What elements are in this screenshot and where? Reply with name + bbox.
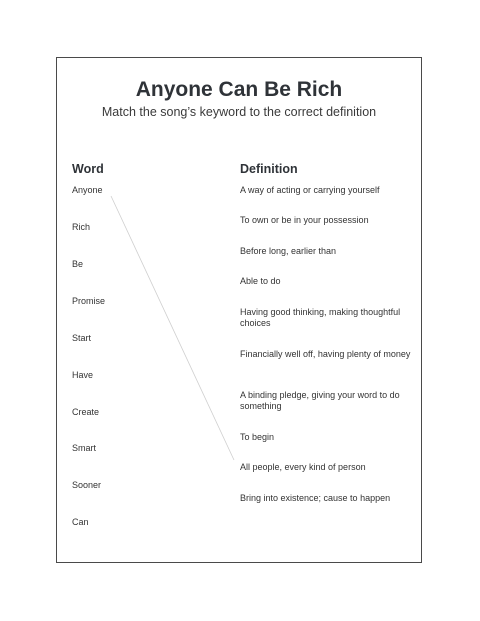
word-item[interactable]: Start bbox=[72, 333, 92, 343]
definition-item[interactable]: To begin bbox=[240, 432, 275, 442]
definition-item[interactable]: A way of acting or carrying yourself bbox=[240, 185, 380, 195]
definition-item[interactable]: Bring into existence; cause to happen bbox=[240, 493, 391, 503]
worksheet-subtitle: Match the song’s keyword to the correct definition bbox=[101, 105, 377, 119]
word-item[interactable]: Rich bbox=[72, 222, 91, 232]
word-item[interactable]: Create bbox=[72, 407, 100, 417]
word-item[interactable]: Sooner bbox=[72, 480, 102, 490]
word-item[interactable]: Can bbox=[72, 517, 89, 527]
word-item[interactable]: Promise bbox=[72, 296, 106, 306]
word-item[interactable]: Have bbox=[72, 370, 94, 380]
worksheet-title: Anyone Can Be Rich bbox=[135, 78, 343, 101]
word-column-header: Word bbox=[72, 162, 104, 176]
definition-item[interactable]: A binding pledge, giving your word to do something bbox=[240, 390, 400, 411]
word-item[interactable]: Anyone bbox=[72, 185, 103, 195]
definition-item[interactable]: Able to do bbox=[240, 276, 281, 286]
definition-item[interactable]: To own or be in your possession bbox=[240, 215, 369, 225]
word-item[interactable]: Be bbox=[72, 259, 84, 269]
definition-column-header: Definition bbox=[240, 162, 298, 176]
definition-item[interactable]: All people, every kind of person bbox=[240, 462, 366, 472]
definition-item[interactable]: Financially well off, having plenty of money bbox=[240, 349, 411, 359]
definition-item[interactable]: Before long, earlier than bbox=[240, 246, 337, 256]
word-item[interactable]: Smart bbox=[72, 443, 97, 453]
worksheet bbox=[56, 57, 422, 563]
definition-item[interactable]: Having good thinking, making thoughtful choices bbox=[240, 307, 401, 328]
